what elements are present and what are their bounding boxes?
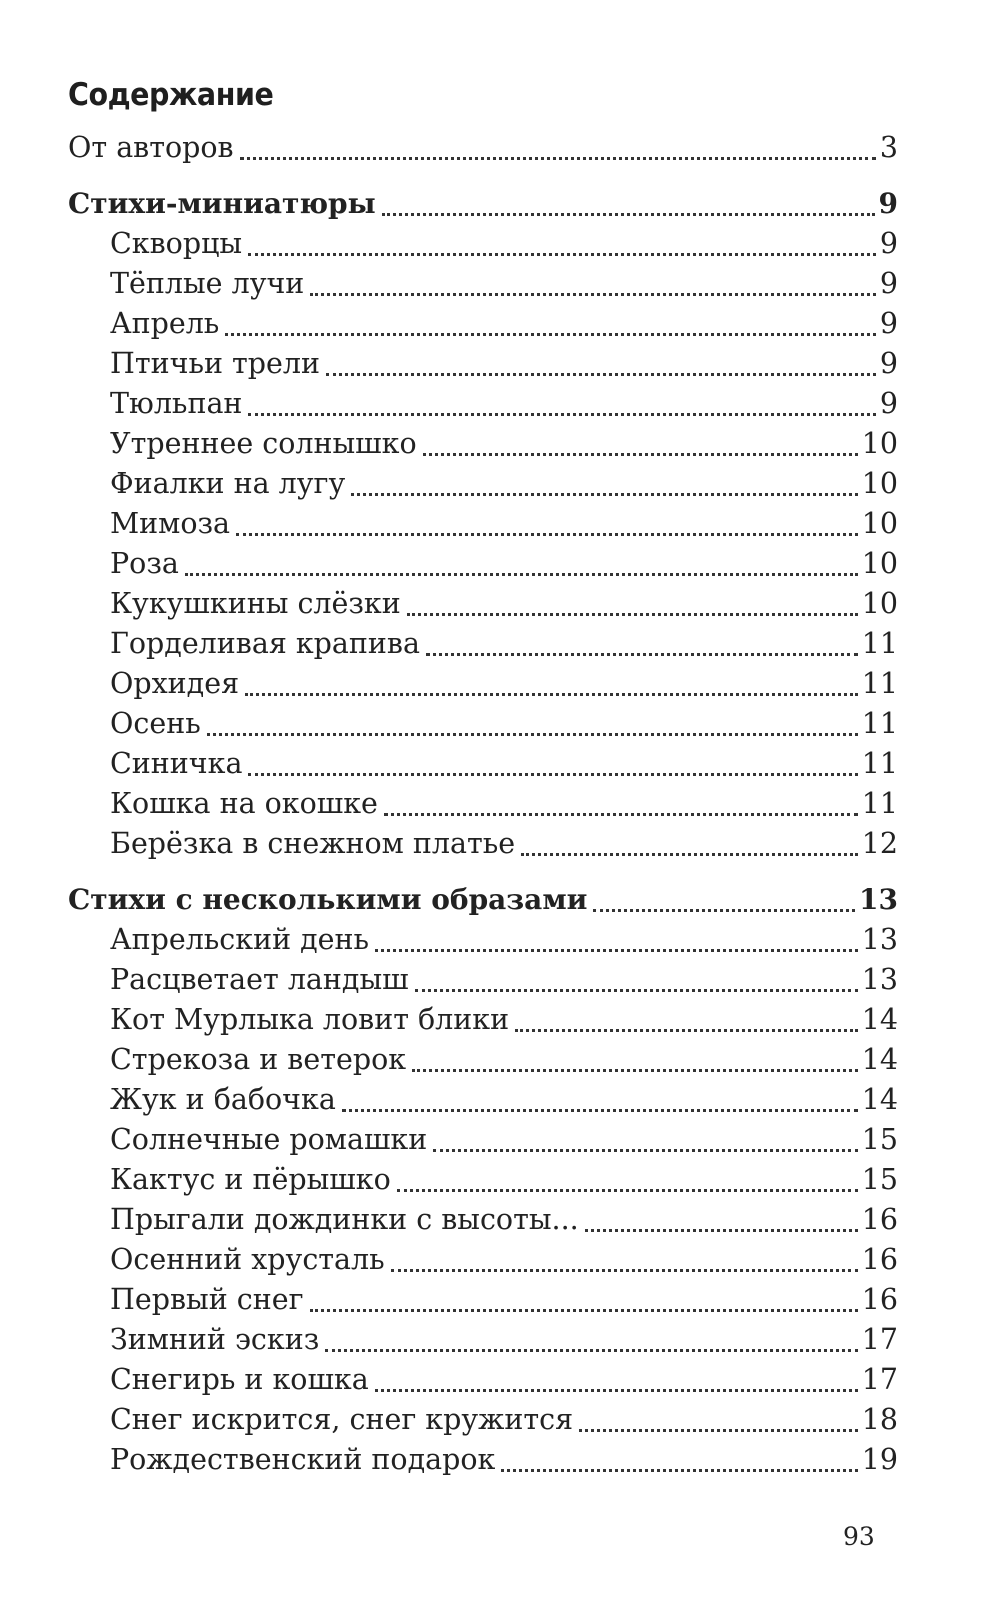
toc-entry-page: 13 — [861, 923, 898, 956]
toc-entry-title: Первый снег — [110, 1283, 304, 1316]
toc-entry-title: Кактус и пёрышко — [110, 1163, 391, 1196]
toc-entry-page: 9 — [879, 387, 898, 420]
toc-entry[interactable] — [68, 544, 898, 584]
toc-entry-title: Кошка на окошке — [110, 787, 378, 820]
dot-leader — [225, 304, 876, 344]
toc-entry[interactable] — [68, 744, 898, 784]
toc-entry-title: Снег искрится, снег кружится — [110, 1403, 574, 1436]
toc-entry-title: Птичьи трели — [110, 347, 321, 380]
toc-entry-title: Кот Мурлыка ловит блики — [110, 1003, 510, 1036]
dot-leader — [593, 880, 855, 920]
toc-entry-title: Кукушкины слёзки — [110, 587, 401, 620]
dot-leader — [397, 1160, 858, 1200]
toc-entry[interactable] — [68, 384, 898, 424]
dot-leader — [310, 264, 876, 304]
toc-entry-page: 16 — [861, 1283, 898, 1316]
toc-entry[interactable] — [68, 1160, 898, 1200]
toc-section-miniatures[interactable] — [68, 184, 898, 224]
toc-entry-page: 19 — [861, 1443, 898, 1476]
dot-leader — [384, 784, 858, 824]
toc-entry-page: 15 — [861, 1123, 898, 1156]
toc-entry[interactable] — [68, 624, 898, 664]
toc-entry-page: 16 — [861, 1243, 898, 1276]
table-of-contents — [68, 70, 898, 1480]
dot-leader — [433, 1120, 857, 1160]
toc-entry[interactable] — [68, 1000, 898, 1040]
toc-section-title: Стихи-миниатюры — [68, 187, 376, 220]
toc-entry-title: Фиалки на лугу — [110, 467, 346, 500]
toc-entry-title: Мимоза — [110, 507, 231, 540]
toc-entry-title: Зимний эскиз — [110, 1323, 320, 1356]
toc-entry[interactable] — [68, 1440, 898, 1480]
toc-entry[interactable] — [68, 344, 898, 384]
toc-entry-title: Апрель — [110, 307, 220, 340]
toc-entry[interactable] — [68, 704, 898, 744]
toc-entry-page: 9 — [879, 267, 898, 300]
toc-entry[interactable] — [68, 1400, 898, 1440]
toc-entry-title: Стрекоза и ветерок — [110, 1043, 407, 1076]
toc-entry-title: Апрельский день — [110, 923, 370, 956]
toc-section-multiple-images[interactable] — [68, 880, 898, 920]
toc-entry-page: 14 — [861, 1003, 898, 1036]
toc-entry[interactable] — [68, 304, 898, 344]
dot-leader — [326, 344, 876, 384]
toc-entry-page: 18 — [861, 1403, 898, 1436]
toc-entry-page: 10 — [861, 547, 898, 580]
toc-entry[interactable] — [68, 264, 898, 304]
toc-entry-title: Расцветает ландыш — [110, 963, 409, 996]
dot-leader — [375, 1360, 858, 1400]
toc-entry[interactable] — [68, 960, 898, 1000]
toc-entry-page: 16 — [861, 1203, 898, 1236]
toc-entry-title: От авторов — [68, 131, 234, 164]
toc-entry[interactable] — [68, 824, 898, 864]
toc-entry-page: 10 — [861, 467, 898, 500]
dot-leader — [240, 128, 876, 168]
dot-leader — [248, 744, 857, 784]
toc-entry-page: 9 — [879, 347, 898, 380]
toc-entry[interactable] — [68, 1080, 898, 1120]
toc-section-title: Стихи с несколькими образами — [68, 883, 588, 916]
toc-entry[interactable] — [68, 1120, 898, 1160]
toc-entry[interactable] — [68, 424, 898, 464]
toc-entry-title: Осенний хрусталь — [110, 1243, 385, 1276]
toc-entry-page: 11 — [861, 627, 898, 660]
toc-entry[interactable] — [68, 664, 898, 704]
toc-entry[interactable] — [68, 784, 898, 824]
toc-entry-title: Осень — [110, 707, 201, 740]
dot-leader — [310, 1280, 858, 1320]
toc-entry-page: 3 — [879, 131, 898, 164]
dot-leader — [407, 584, 858, 624]
dot-leader — [423, 424, 858, 464]
toc-entry[interactable] — [68, 464, 898, 504]
toc-entry-page: 10 — [861, 427, 898, 460]
toc-entry-page: 10 — [861, 507, 898, 540]
toc-entry-page: 14 — [861, 1043, 898, 1076]
dot-leader — [501, 1440, 857, 1480]
toc-entry[interactable] — [68, 584, 898, 624]
toc-entry-title: Жук и бабочка — [110, 1083, 336, 1116]
dot-leader — [515, 1000, 858, 1040]
toc-entry-intro[interactable] — [68, 128, 898, 168]
toc-entry-title: Солнечные ромашки — [110, 1123, 428, 1156]
toc-entry-page: 10 — [861, 587, 898, 620]
toc-section-page: 9 — [878, 187, 898, 220]
toc-entry[interactable] — [68, 920, 898, 960]
dot-leader — [236, 504, 858, 544]
dot-leader — [248, 224, 876, 264]
toc-entry-page: 13 — [861, 963, 898, 996]
toc-entry[interactable] — [68, 224, 898, 264]
dot-leader — [342, 1080, 858, 1120]
toc-entry-title: Синичка — [110, 747, 243, 780]
dot-leader — [207, 704, 858, 744]
toc-entry-page: 17 — [861, 1323, 898, 1356]
page-number: 93 — [843, 1522, 875, 1551]
toc-entry-page: 11 — [861, 787, 898, 820]
dot-leader — [585, 1200, 858, 1240]
toc-entry[interactable] — [68, 1040, 898, 1080]
toc-entry-title: Горделивая крапива — [110, 627, 420, 660]
toc-entry-title: Тёплые лучи — [110, 267, 305, 300]
toc-entry-title: Орхидея — [110, 667, 240, 700]
dot-leader — [185, 544, 858, 584]
toc-entry-page: 11 — [861, 707, 898, 740]
toc-entry-page: 9 — [879, 227, 898, 260]
toc-entry-title: Скворцы — [110, 227, 243, 260]
toc-entry[interactable] — [68, 1240, 898, 1280]
toc-entry-page: 14 — [861, 1083, 898, 1116]
dot-leader — [351, 464, 857, 504]
dot-leader — [579, 1400, 858, 1440]
toc-entry-page: 11 — [861, 667, 898, 700]
dot-leader — [382, 184, 875, 224]
dot-leader — [426, 624, 858, 664]
dot-leader — [325, 1320, 857, 1360]
toc-entry-page: 12 — [861, 827, 898, 860]
toc-entry[interactable] — [68, 504, 898, 544]
toc-section-page: 13 — [859, 883, 898, 916]
toc-entry-title: Роза — [110, 547, 179, 580]
toc-entry-title: Снегирь и кошка — [110, 1363, 369, 1396]
toc-entry[interactable] — [68, 1280, 898, 1320]
toc-entry-page: 17 — [861, 1363, 898, 1396]
toc-entry-page: 11 — [861, 747, 898, 780]
toc-entry-page: 15 — [861, 1163, 898, 1196]
dot-leader — [245, 664, 858, 704]
dot-leader — [375, 920, 858, 960]
toc-entry-title: Берёзка в снежном платье — [110, 827, 516, 860]
toc-entry[interactable] — [68, 1200, 898, 1240]
toc-heading: Содержание — [68, 77, 274, 113]
toc-entry-title: Рождественский подарок — [110, 1443, 496, 1476]
toc-entry-title: Прыгали дождинки с высоты... — [110, 1203, 579, 1236]
toc-entry-title: Тюльпан — [110, 387, 243, 420]
toc-entry[interactable] — [68, 1360, 898, 1400]
dot-leader — [412, 1040, 858, 1080]
toc-entry-page: 9 — [879, 307, 898, 340]
dot-leader — [415, 960, 858, 1000]
dot-leader — [391, 1240, 858, 1280]
toc-entry-title: Утреннее солнышко — [110, 427, 417, 460]
toc-entry[interactable] — [68, 1320, 898, 1360]
dot-leader — [248, 384, 875, 424]
dot-leader — [521, 824, 858, 864]
